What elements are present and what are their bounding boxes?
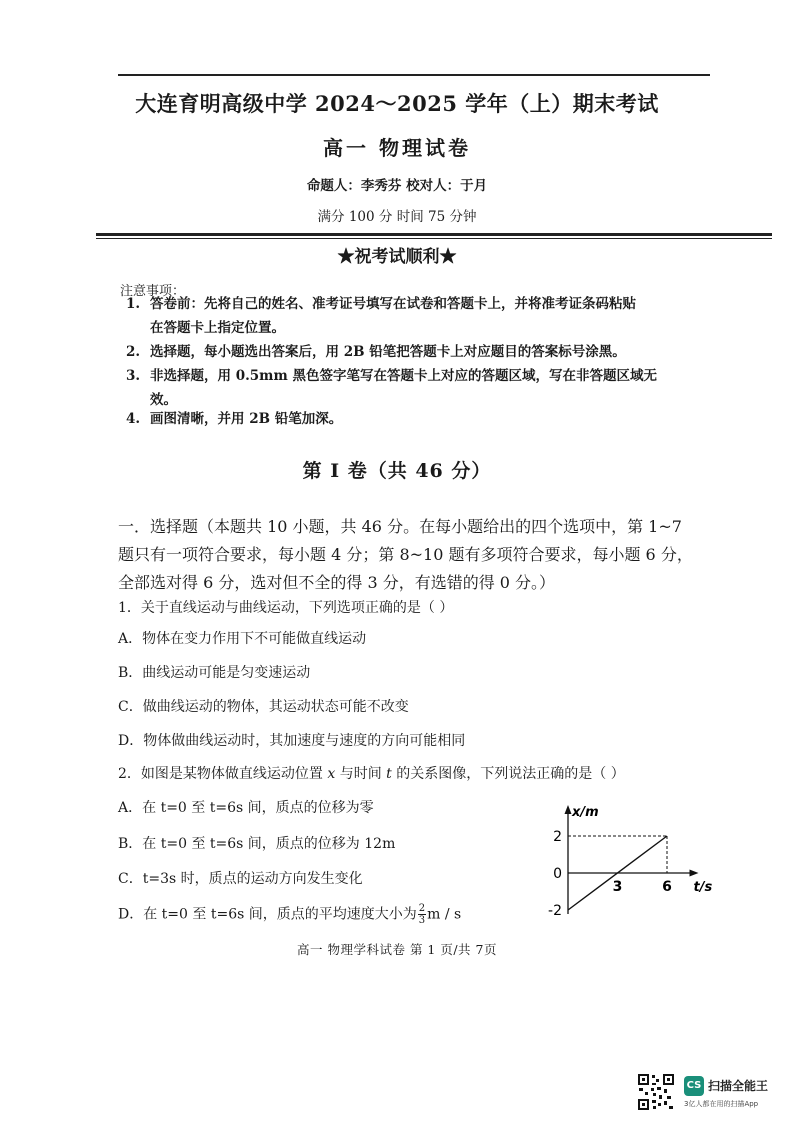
option-label: D． <box>118 906 144 923</box>
option-label: C． <box>118 699 143 715</box>
q2-option-c <box>118 868 363 888</box>
option-text: 在 t=0 至 t=6s 间，质点的位移为零 <box>142 800 374 816</box>
note-num: 4. <box>126 411 141 427</box>
top-rule <box>118 74 710 76</box>
q1-option-c <box>118 696 409 716</box>
good-luck-banner: ★祝考试顺利★ <box>337 247 457 267</box>
scanner-brand: 扫描全能王 <box>708 1079 769 1093</box>
option-text: 物体做曲线运动时，其加速度与速度的方向可能相同 <box>143 733 466 749</box>
part1-instructions <box>118 513 718 597</box>
q2-var-t: t <box>386 766 392 782</box>
q2-option-d <box>118 903 461 926</box>
x-tick-label: 6 <box>662 879 672 895</box>
note-text: 画图清晰，并用 2B 铅笔加深。 <box>150 411 343 427</box>
option-text: 在 t=0 至 t=6s 间，质点的平均速度大小为 <box>143 906 417 923</box>
header-double-rule-top <box>96 233 772 236</box>
note-text-cont: 在答题卡上指定位置。 <box>150 320 285 336</box>
section-title: 第 I 卷（共 46 分） <box>302 460 492 482</box>
note-text-cont: 效。 <box>150 392 177 408</box>
q1-stem: 1．关于直线运动与曲线运动，下列选项正确的是（ ） <box>118 600 454 616</box>
option-label: A． <box>118 800 143 816</box>
option-text: t=3s 时，质点的运动方向发生变化 <box>142 871 363 887</box>
q2-option-b <box>118 833 395 853</box>
option-text: 做曲线运动的物体，其运动状态可能不改变 <box>142 699 409 715</box>
q2-option-a <box>118 797 374 817</box>
y-tick-label: 2 <box>553 829 562 845</box>
note-text: 选择题，每小题选出答案后，用 2B 铅笔把答题卡上对应题目的答案标号涂黑。 <box>150 344 626 360</box>
note-item-4 <box>126 407 706 431</box>
note-item-1 <box>126 292 706 340</box>
part1-line-1: 一．选择题（本题共 10 小题，共 46 分。在每小题给出的四个选项中，第 1~7 <box>118 517 682 536</box>
q2-stem <box>118 763 625 783</box>
scanner-logo-icon: CS <box>684 1076 704 1096</box>
qr-code <box>637 1073 675 1111</box>
fraction-denominator: 3 <box>418 915 426 926</box>
q1-option-b <box>118 662 310 682</box>
x-axis-arrow <box>690 870 699 877</box>
part1-line-2: 题只有一项符合要求，每小题 4 分；第 8~10 题有多项符合要求，每小题 6 分， <box>118 545 693 564</box>
q1-option-a <box>118 628 366 648</box>
q2-stem-part: 2．如图是某物体做直线运动位置 <box>118 766 328 782</box>
option-text: 物体在变力作用下不可能做直线运动 <box>142 631 367 647</box>
y-axis-arrow <box>565 805 572 814</box>
q2-var-x: x <box>327 766 336 782</box>
q2-stem-part: 与时间 <box>335 766 387 782</box>
option-label: A． <box>118 631 143 647</box>
option-text: 曲线运动可能是匀变速运动 <box>142 665 311 681</box>
fraction <box>418 903 426 926</box>
score-time-info: 满分 100 分 时间 75 分钟 <box>317 209 477 225</box>
exam-authors: 命题人：李秀芬 校对人：于月 <box>306 178 488 194</box>
option-label: D． <box>118 733 144 749</box>
note-item-2 <box>126 340 706 364</box>
part1-line-3: 全部选对得 6 分，选对但不全的得 3 分，有选错的得 0 分。） <box>118 573 556 592</box>
note-text: 答卷前：先将自己的姓名、准考证号填写在试卷和答题卡上，并将准考证条码粘贴 <box>150 296 636 312</box>
option-text: 在 t=0 至 t=6s 间，质点的位移为 12m <box>142 836 396 852</box>
exam-title: 大连育明高级中学 2024～2025 学年（上）期末考试 <box>135 91 659 116</box>
scanner-tagline: 3亿人都在用的扫描App <box>684 1100 759 1108</box>
option-label: B． <box>118 665 143 681</box>
header-double-rule-bottom <box>96 238 772 239</box>
notes-title: 注意事项： <box>120 284 186 299</box>
note-item-3 <box>126 364 706 412</box>
xt-graph <box>530 795 730 925</box>
option-label: B． <box>118 836 143 852</box>
note-num: 1. <box>126 296 141 312</box>
page-footer: 高一 物理学科试卷 第 1 页/共 7页 <box>297 942 497 957</box>
y-axis-label: x/m <box>572 805 599 820</box>
exam-subtitle: 高一 物理试卷 <box>323 136 471 160</box>
fraction-numerator: 2 <box>418 903 426 914</box>
note-num: 3. <box>126 368 141 384</box>
option-label: C． <box>118 871 143 887</box>
note-num: 2. <box>126 344 141 360</box>
x-tick-label: 3 <box>612 879 623 895</box>
x-axis-label: t/s <box>693 880 713 895</box>
note-text: 非选择题，用 0.5mm 黑色签字笔写在答题卡上对应的答题区域，写在非答题区域无 <box>150 368 657 384</box>
y-tick-label: -2 <box>548 903 562 919</box>
option-unit: m / s <box>427 906 462 923</box>
q2-stem-part: 的关系图像，下列说法正确的是（ ） <box>391 766 625 782</box>
q1-option-d <box>118 730 465 750</box>
y-tick-label: 0 <box>553 866 562 882</box>
